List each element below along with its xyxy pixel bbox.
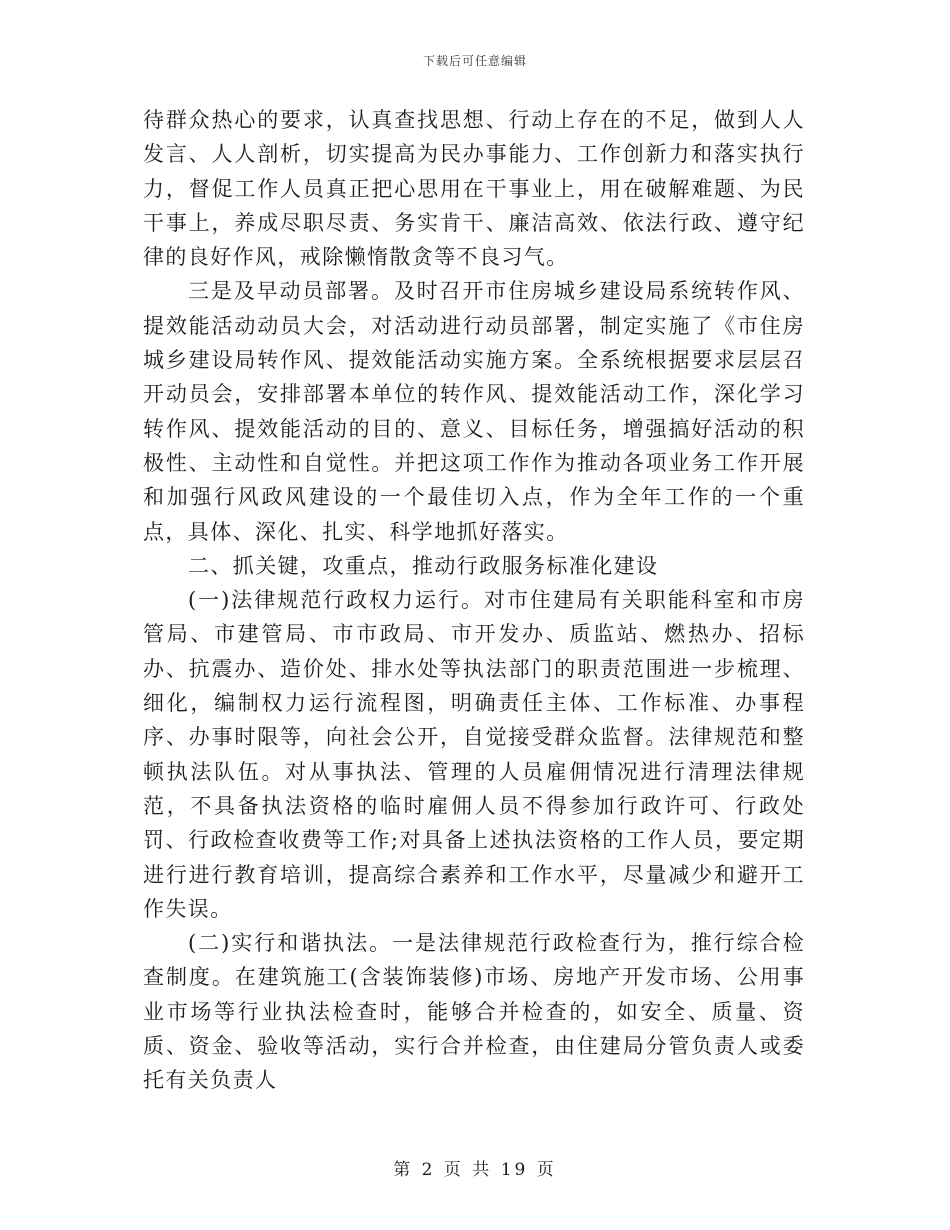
paragraph-2: 三是及早动员部署。及时召开市住房城乡建设局系统转作风、提效能活动动员大会，对活动进行动员部署，制定实施了《市住房城乡建设局转作风、提效能活动实施方案。全系统根据要求层层召开动员会，安排部署本单位的转作风、提效能活动工作，深化学习转作风、提效能活动的目的、意义、目标任务，增强搞好活动的积极性、主动性和自觉性。并把这项工作作为推动各项业务工作开展和加强行风政风建设的一个最佳切入点，作为全年工作的一个重点，具体、深化、扎实、科学地抓好落实。	[143, 279, 805, 544]
document-body	[143, 103, 805, 1098]
paragraph-1: 待群众热心的要求，认真查找思想、行动上存在的不足，做到人人发言、人人剖析，切实提高为民办事能力、工作创新力和落实执行力，督促工作人员真正把心思用在干事业上，用在破解难题、为民干事上，养成尽职尽责、务实肯干、廉洁高效、依法行政、遵守纪律的良好作风，戒除懒惰散贪等不良习气。	[143, 108, 805, 270]
page-number: 第 2 页 共 19 页	[393, 1160, 557, 1180]
paragraph-4: (二)实行和谐执法。一是法律规范行政检查行为，推行综合检查制度。在建筑施工(含装饰装修)市场、房地产开发市场、公用事业市场等行业执法检查时，能够合并检查的，如安全、质量、资质、资金、验收等活动，实行合并检查，由住建局分管负责人或委托有关负责人	[143, 931, 805, 1093]
header-note: 下载后可任意编辑	[422, 54, 527, 68]
section-heading: 二、抓关键，攻重点，推动行政服务标准化建设	[188, 553, 659, 578]
paragraph-3: (一)法律规范行政权力运行。对市住建局有关职能科室和市房管局、市建管局、市市政局、市开发办、质监站、燃热办、招标办、抗震办、造价处、排水处等执法部门的职责范围进一步梳理、细化，编制权力运行流程图，明确责任主体、工作标准、办事程序、办事时限等，向社会公开，自觉接受群众监督。法律规范和整顿执法队伍。对从事执法、管理的人员雇佣情况进行清理法律规范，不具备执法资格的临时雇佣人员不得参加行政许可、行政处罚、行政检查收费等工作;对具备上述执法资格的工作人员，要定期进行进行教育培训，提高综合素养和工作水平，尽量减少和避开工作失误。	[143, 588, 805, 921]
